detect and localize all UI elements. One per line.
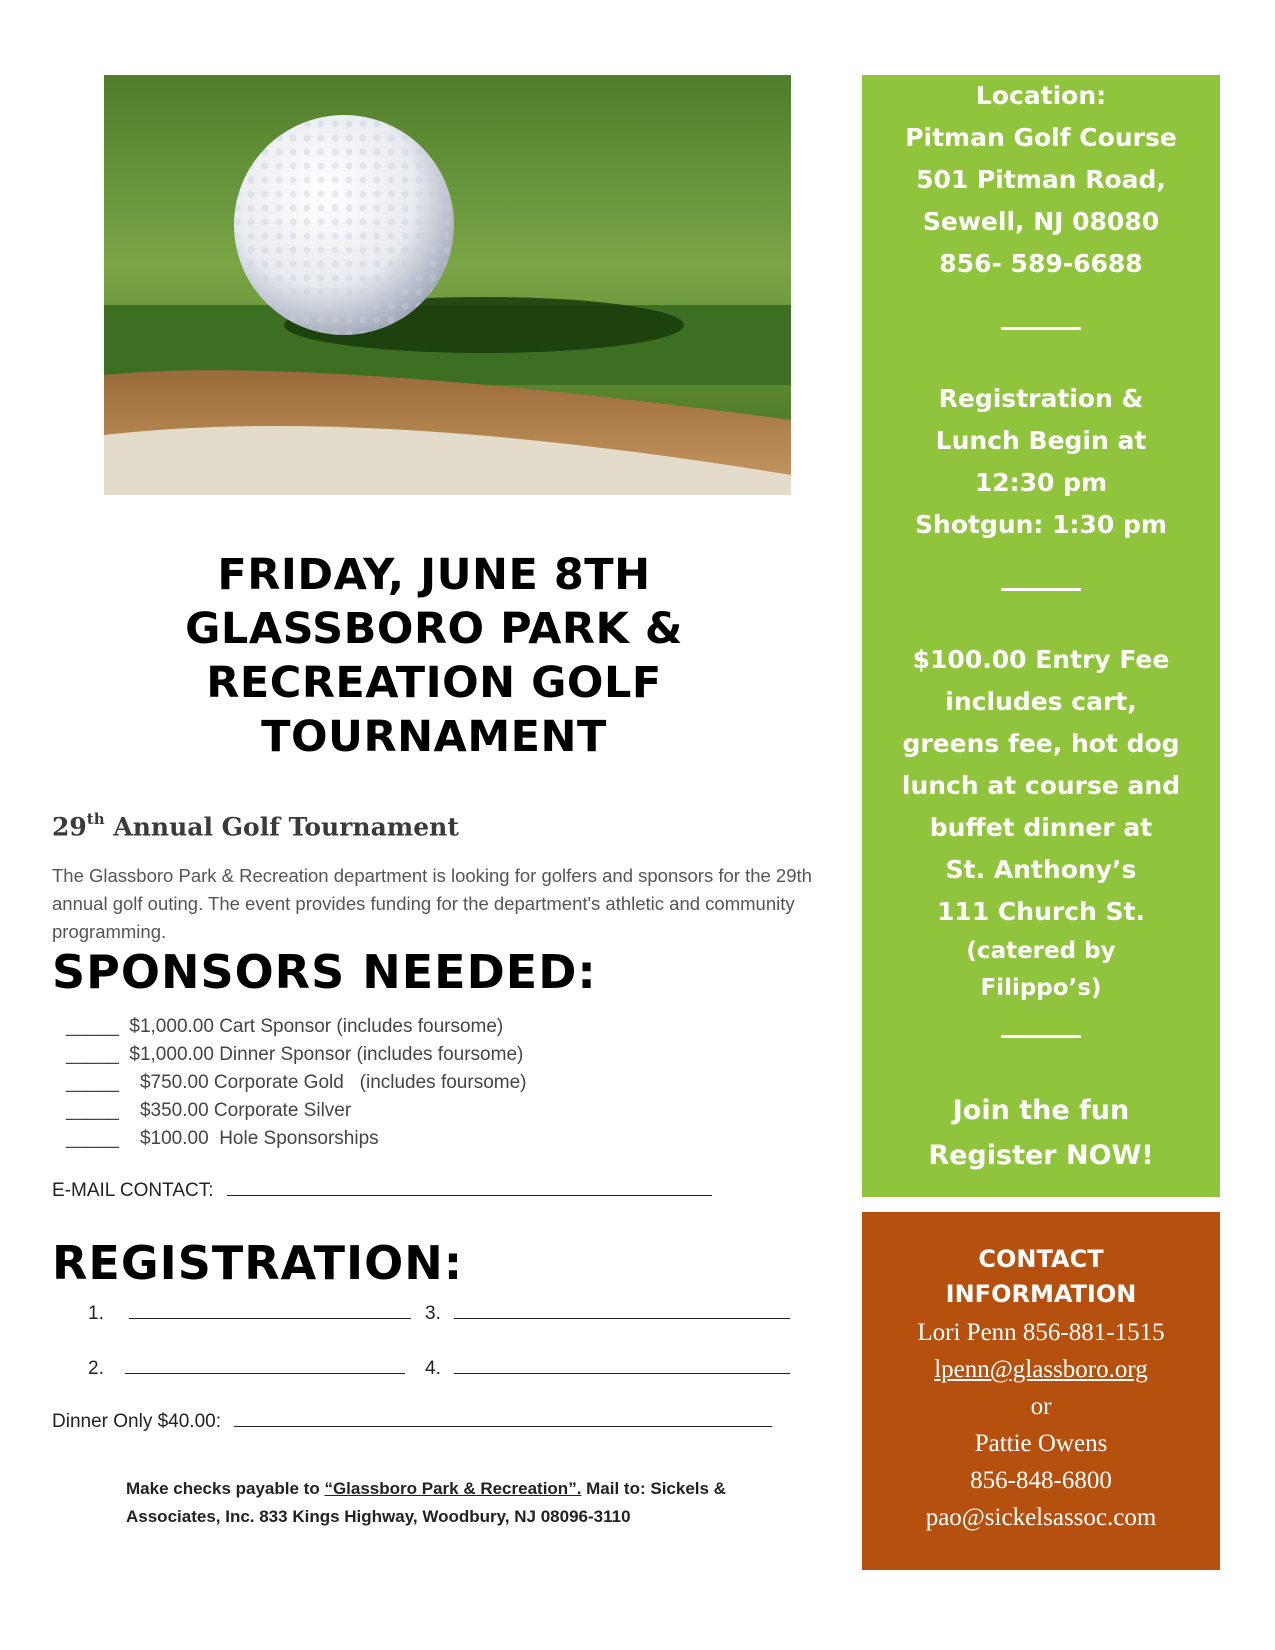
- schedule-line: Registration &: [938, 384, 1144, 413]
- headline-line: FRIDAY, JUNE 8TH: [217, 550, 651, 600]
- fee-line: buffet dinner at: [929, 813, 1153, 842]
- slot-number: 2.: [88, 1358, 104, 1379]
- payee-name: “Glassboro Park & Recreation”.: [324, 1479, 582, 1498]
- fee-line: $100.00 Entry Fee: [912, 645, 1170, 674]
- cta-register[interactable]: Register NOW!: [928, 1140, 1154, 1171]
- dinner-only-input[interactable]: [234, 1408, 772, 1427]
- slot-number: 4.: [425, 1358, 441, 1379]
- contact-details: [862, 1314, 1220, 1536]
- sponsor-option[interactable]: _____ $750.00 Corporate Gold (includes foursome): [66, 1072, 527, 1093]
- dinner-only-label: Dinner Only $40.00:: [52, 1411, 221, 1432]
- fee-line: (catered by: [966, 938, 1116, 964]
- headline-line: TOURNAMENT: [261, 712, 607, 762]
- fee-block: [862, 639, 1220, 1007]
- sponsors-title: SPONSORS NEEDED:: [52, 945, 597, 999]
- fee-line: St. Anthony’s: [945, 855, 1137, 884]
- player-1-input[interactable]: [129, 1300, 411, 1319]
- contact-title: [862, 1242, 1220, 1312]
- cta-block: [862, 1088, 1220, 1178]
- email-contact-label: E-MAIL CONTACT:: [52, 1180, 214, 1201]
- contact-or: or: [1030, 1393, 1052, 1420]
- divider: [1001, 327, 1081, 330]
- fee-line: includes cart,: [945, 687, 1137, 716]
- contact-email-link[interactable]: lpenn@glassboro.org: [934, 1356, 1148, 1383]
- contact-email: pao@sickelsassoc.com: [925, 1504, 1157, 1531]
- registration-title: REGISTRATION:: [52, 1236, 464, 1290]
- annual-number: 29: [52, 812, 87, 842]
- registration-slot-1: [88, 1300, 411, 1325]
- registration-slot-3: [425, 1300, 790, 1325]
- payment-prefix: Make checks payable to: [126, 1479, 325, 1498]
- location-line: 501 Pitman Road,: [916, 165, 1166, 194]
- divider: [1001, 588, 1081, 591]
- registration-slot-4: [425, 1355, 790, 1380]
- contact-title-line: CONTACT: [978, 1245, 1104, 1273]
- slot-number: 1.: [88, 1303, 104, 1324]
- divider: [1001, 1035, 1081, 1038]
- fee-line: greens fee, hot dog: [902, 729, 1180, 758]
- annual-subtitle: [52, 812, 459, 841]
- location-line: Sewell, NJ 08080: [922, 207, 1160, 236]
- email-contact-field: [52, 1177, 712, 1202]
- headline-line: RECREATION GOLF: [206, 658, 662, 708]
- sponsor-option[interactable]: _____ $1,000.00 Cart Sponsor (includes foursome): [66, 1016, 504, 1037]
- location-block: [862, 75, 1220, 285]
- payment-instructions: [126, 1475, 806, 1531]
- fee-line: lunch at course and: [901, 771, 1181, 800]
- golf-ball-illustration: [104, 75, 791, 495]
- location-phone: 856- 589-6688: [939, 249, 1143, 278]
- intro-paragraph: The Glassboro Park & Recreation department is looking for golfers and sponsors for the 29th annual golf outing. The event provides funding for the department's athletic and community programming.: [52, 865, 812, 942]
- headline-line: GLASSBORO PARK &: [185, 604, 683, 654]
- golf-ball-photo: [104, 75, 791, 495]
- player-4-input[interactable]: [454, 1355, 790, 1374]
- contact-name-phone: Lori Penn 856-881-1515: [917, 1319, 1165, 1346]
- slot-number: 3.: [425, 1303, 441, 1324]
- player-2-input[interactable]: [125, 1355, 405, 1374]
- annual-text: Annual Golf Tournament: [104, 812, 459, 842]
- schedule-line: Shotgun: 1:30 pm: [915, 510, 1167, 539]
- sponsor-option[interactable]: _____ $1,000.00 Dinner Sponsor (includes foursome): [66, 1044, 524, 1065]
- schedule-line: 12:30 pm: [974, 468, 1108, 497]
- mailing-address: Mail to: Sickels & Associates, Inc. 833 Kings Highway, Woodbury, NJ 08096-3110: [126, 1479, 726, 1526]
- fee-line: 111 Church St.: [937, 897, 1145, 926]
- schedule-block: [862, 378, 1220, 546]
- fee-line: Filippo’s): [980, 975, 1102, 1001]
- dinner-only-field: [52, 1408, 772, 1433]
- contact-title-line: INFORMATION: [945, 1280, 1137, 1308]
- sponsor-option[interactable]: _____ $100.00 Hole Sponsorships: [66, 1128, 379, 1149]
- contact-panel: [862, 1212, 1220, 1570]
- sponsor-options: [66, 1013, 527, 1153]
- location-heading: Location:: [975, 81, 1107, 110]
- contact-phone: 856-848-6800: [970, 1467, 1112, 1494]
- schedule-line: Lunch Begin at: [935, 426, 1147, 455]
- registration-slot-2: [88, 1355, 405, 1380]
- sponsor-option[interactable]: _____ $350.00 Corporate Silver: [66, 1100, 352, 1121]
- player-3-input[interactable]: [454, 1300, 790, 1319]
- location-line: Pitman Golf Course: [905, 123, 1177, 152]
- event-headline: [104, 548, 764, 764]
- cta-line: Join the fun: [952, 1095, 1130, 1126]
- annual-suffix: th: [86, 810, 105, 828]
- contact-name: Pattie Owens: [974, 1430, 1108, 1457]
- email-contact-input[interactable]: [227, 1177, 712, 1196]
- event-info-panel: [862, 75, 1220, 1197]
